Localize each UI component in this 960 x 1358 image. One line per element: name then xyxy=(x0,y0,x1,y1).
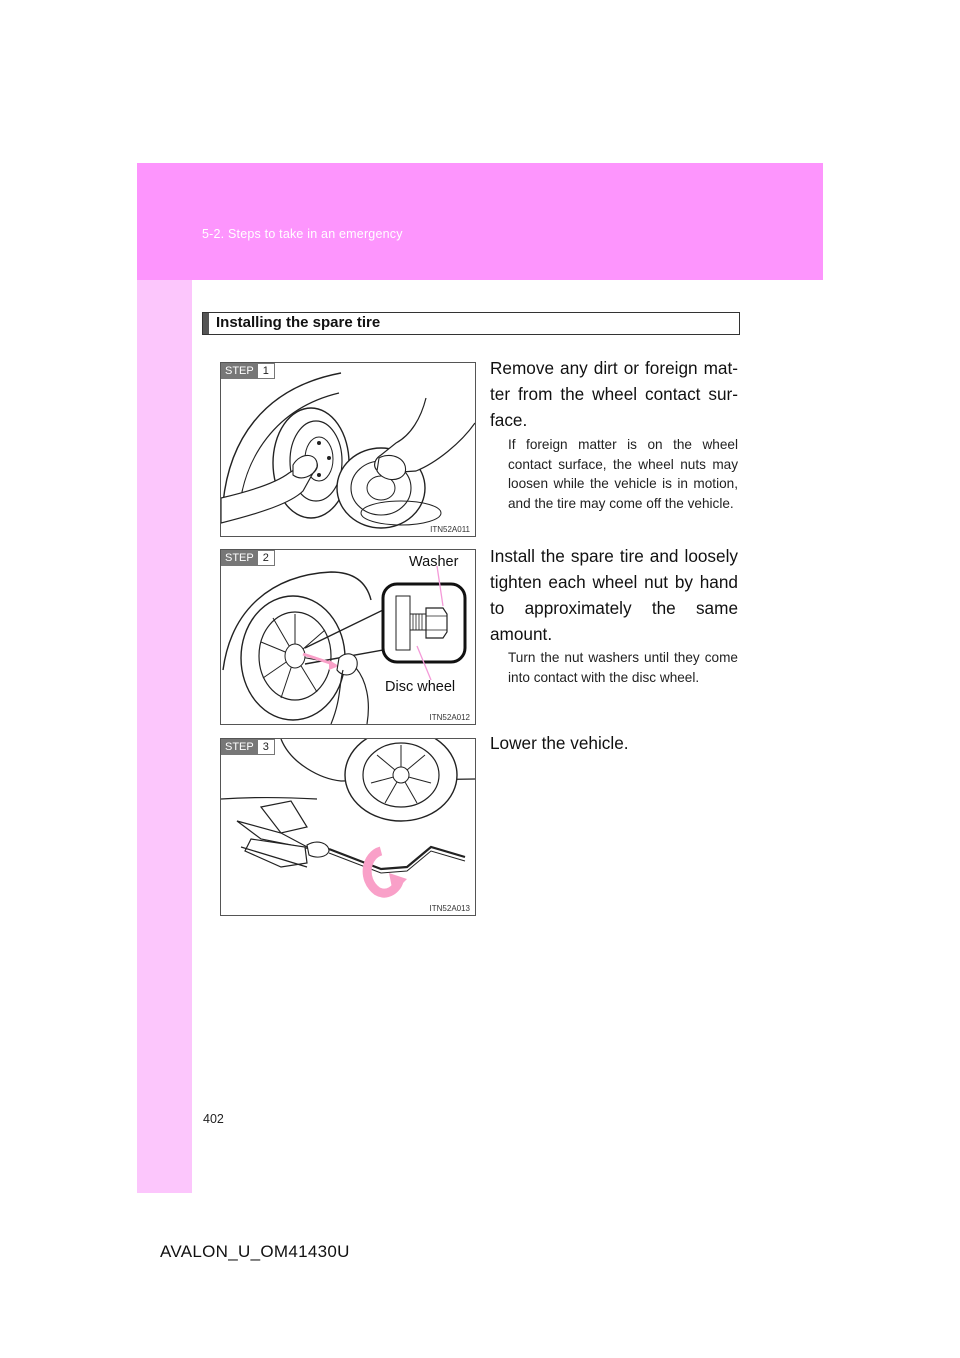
title-accent xyxy=(203,313,209,334)
step-1-note: If foreign matter is on the wheel contact surface, the wheel nuts may loosen while the vehicle is in motion, and the tire may come off the vehicle. xyxy=(508,437,738,511)
step-2-illustration xyxy=(220,549,476,725)
section-label: 5-2. Steps to take in an emergency xyxy=(202,227,403,241)
side-color-band xyxy=(137,163,192,1193)
step-word: STEP xyxy=(221,363,258,379)
step-word: STEP xyxy=(221,550,258,566)
document-code: AVALON_U_OM41430U xyxy=(160,1242,350,1261)
step-number: 3 xyxy=(258,739,275,755)
page-number: 402 xyxy=(203,1112,224,1126)
step-3-instruction: Lower the vehicle. xyxy=(490,733,629,753)
figure-code: ITN52A012 xyxy=(429,713,470,722)
wheel-nut-drawing xyxy=(221,550,475,724)
step-2-badge xyxy=(221,550,275,566)
step-3-illustration xyxy=(220,738,476,916)
step-1-badge xyxy=(221,363,275,379)
disc-wheel-callout: Disc wheel xyxy=(385,679,456,695)
figure-code: ITN52A013 xyxy=(429,904,470,913)
step-number: 1 xyxy=(258,363,275,379)
step-word: STEP xyxy=(221,739,258,755)
figure-code: ITN52A011 xyxy=(430,525,470,534)
step-1-illustration xyxy=(220,362,476,537)
washer-callout: Washer xyxy=(409,554,459,570)
section-title: Installing the spare tire xyxy=(216,314,381,331)
step-1-instruction: Remove any dirt or foreign mat-ter from the wheel contact sur-face. xyxy=(490,358,738,430)
section-title-bar xyxy=(202,312,740,335)
header-band xyxy=(137,163,823,280)
jack-lowering-drawing xyxy=(221,739,475,915)
step-number: 2 xyxy=(258,550,275,566)
step-2-instruction: Install the spare tire and loosely tighten each wheel nut by hand to approximately the same amount. xyxy=(490,546,738,644)
step-2-note: Turn the nut washers until they come into contact with the disc wheel. xyxy=(508,650,738,685)
step-3-badge xyxy=(221,739,275,755)
wheel-cleaning-drawing xyxy=(221,363,475,536)
